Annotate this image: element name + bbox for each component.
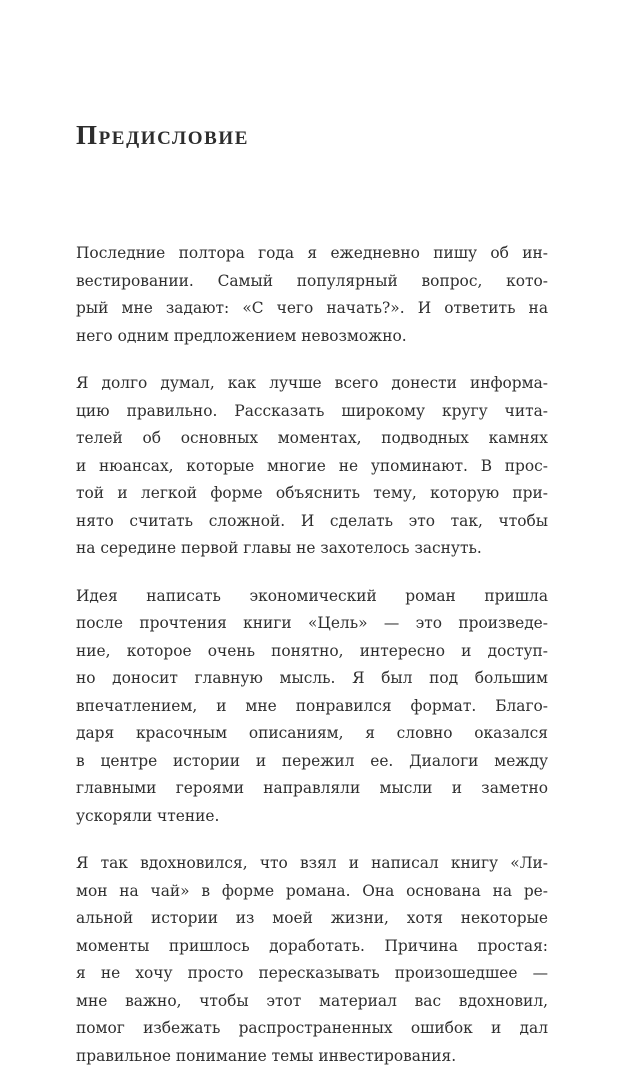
text-line: него одним предложением невозможно.: [76, 326, 407, 345]
text-line: Я так вдохновился, что взял и написал книгу «Ли-: [76, 854, 548, 872]
text-line: телей об основных моментах, подводных камнях: [76, 429, 548, 447]
text-line: нято считать сложной. И сделать это так, чтобы: [76, 511, 548, 530]
text-line: вестировании. Самый популярный вопрос, кото-: [76, 271, 548, 290]
text-line: Последние полтора года я ежедневно пишу об ин-: [76, 244, 548, 262]
paragraph-1: [76, 240, 548, 350]
text-line: ние, которое очень понятно, интересно и доступ-: [76, 641, 548, 660]
text-line: моменты пришлось доработать. Причина простая:: [76, 936, 548, 955]
text-line: Идея написать экономический роман пришла: [76, 586, 548, 605]
text-line: мне важно, чтобы этот материал вас вдохновил,: [76, 991, 548, 1010]
text-line: мон на чай» в форме романа. Она основана на ре-: [76, 881, 548, 900]
text-line: той и легкой форме объяснить тему, которую при-: [76, 484, 548, 502]
text-line: но доносит главную мысль. Я был под большим: [76, 669, 548, 687]
text-line: помог избежать распространенных ошибок и дал: [76, 1019, 548, 1037]
text-line: я не хочу просто пересказывать произошедшее —: [76, 964, 548, 982]
text-line: Я долго думал, как лучше всего донести информа-: [76, 374, 548, 392]
text-line: рый мне задают: «С чего начать?». И ответить на: [76, 299, 548, 317]
text-line: ускоряли чтение.: [76, 806, 220, 825]
paragraph-3: [76, 583, 548, 831]
body-text: [76, 240, 548, 1090]
paragraph-4: [76, 850, 548, 1070]
text-line: на середине первой главы не захотелось заснуть.: [76, 539, 482, 557]
paragraph-2: [76, 370, 548, 563]
text-line: в центре истории и пережил ее. Диалоги между: [76, 751, 548, 770]
text-line: альной истории из моей жизни, хотя некоторые: [76, 909, 548, 927]
text-line: и нюансах, которые многие не упоминают. В прос-: [76, 456, 548, 475]
chapter-title: Предисловие: [76, 120, 250, 150]
text-line: цию правильно. Рассказать широкому кругу чита-: [76, 401, 548, 420]
book-page: [76, 0, 548, 1065]
text-line: впечатлением, и мне понравился формат. Благо-: [76, 696, 548, 715]
text-line: даря красочным описаниям, я словно оказался: [76, 724, 548, 742]
text-line: главными героями направляли мысли и заметно: [76, 779, 548, 797]
text-line: правильное понимание темы инвестирования.: [76, 1046, 457, 1065]
text-line: после прочтения книги «Цель» — это произведе-: [76, 614, 548, 632]
